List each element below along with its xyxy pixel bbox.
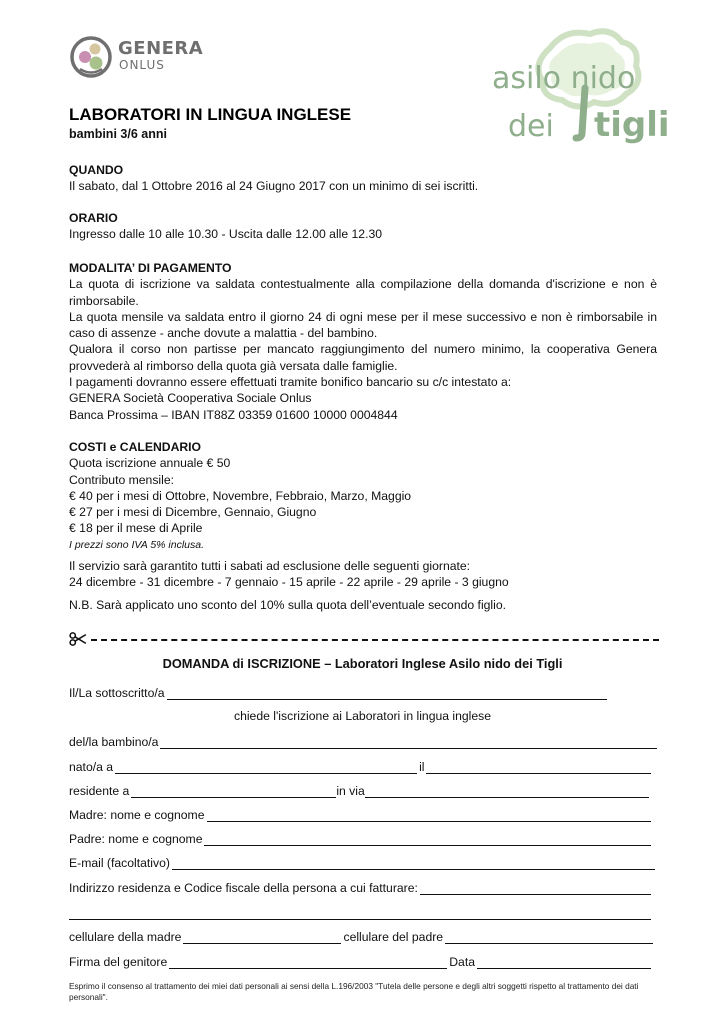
costi-line: Contributo mensile:: [69, 472, 174, 487]
label-email: E-mail (facoltativo): [69, 856, 170, 870]
quando-heading: QUANDO: [69, 163, 124, 177]
label-padre: Padre: nome e cognome: [69, 832, 203, 846]
pagamento-p3: Qualora il corso non partisse per mancato raggiungimento del numero minimo, la cooperativa Genera provvederà al rimborso della quota già versata dalle famiglie.: [69, 342, 657, 373]
date-escluse: 24 dicembre - 31 dicembre - 7 gennaio - 15 aprile - 22 aprile - 29 aprile - 3 giugno: [69, 575, 509, 590]
section-quando: [69, 162, 657, 195]
asilo-line1: asilo nido: [492, 61, 636, 96]
label-sottoscritto: Il/La sottoscritto/a: [69, 686, 165, 700]
genera-subname: ONLUS: [119, 58, 165, 72]
section-pagamento: [69, 260, 657, 423]
servizio-text: Il servizio sarà garantito tutti i sabati ad esclusione delle seguenti giornate:: [69, 559, 471, 574]
row-residente: [69, 782, 649, 798]
pagamento-p5: GENERA Società Cooperativa Sociale Onlus: [69, 391, 312, 406]
row-madre: [69, 806, 651, 822]
costi-line: Quota iscrizione annuale € 50: [69, 456, 231, 471]
padre-field[interactable]: [204, 834, 651, 846]
cut-line: [69, 630, 659, 648]
genera-name: GENERA: [118, 38, 204, 59]
luogo-nascita-field[interactable]: [115, 762, 417, 774]
costi-heading: COSTI e CALENDARIO: [69, 440, 202, 454]
row-cellulari: [69, 928, 653, 944]
scissors-icon: [69, 632, 87, 646]
chiede-text: chiede l'iscrizione ai Laboratori in lingua inglese: [233, 709, 492, 723]
data-nascita-field[interactable]: [426, 762, 651, 774]
row-nato: [69, 758, 651, 774]
section-costi: [69, 439, 657, 613]
page-subtitle: bambini 3/6 anni: [69, 127, 167, 141]
page-title: LABORATORI IN LINGUA INGLESE: [69, 105, 352, 124]
quando-text: Il sabato, dal 1 Ottobre 2016 al 24 Giugno 2017 con un minimo di sei iscritti.: [69, 179, 479, 194]
cell-madre-field[interactable]: [183, 932, 341, 944]
orario-text: Ingresso dalle 10 alle 10.30 - Uscita dalle 12.00 alle 12.30: [69, 227, 383, 242]
pagamento-heading: MODALITA’ DI PAGAMENTO: [69, 261, 232, 275]
sottoscritto-field[interactable]: [167, 688, 607, 700]
indirizzo-cf-field-2[interactable]: [69, 908, 651, 920]
data-field[interactable]: [477, 957, 651, 969]
row-indirizzo-continued: [69, 904, 651, 920]
dashed-separator: [91, 639, 659, 641]
label-il: il: [419, 760, 425, 774]
pagamento-p4: I pagamenti dovranno essere effettuati tramite bonifico bancario su c/c intestato a:: [69, 375, 512, 390]
row-sottoscritto: [69, 684, 607, 700]
email-field[interactable]: [172, 858, 655, 870]
row-firma: [69, 953, 651, 969]
label-cell-madre: cellulare della madre: [69, 930, 182, 944]
asilo-line2-b: tigli: [594, 105, 670, 145]
pagamento-iban: Banca Prossima – IBAN IT88Z 03359 01600 10000 0004844: [69, 407, 398, 422]
costi-line: € 27 per i mesi di Dicembre, Gennaio, Giugno: [69, 505, 317, 520]
asilo-nido-logo: [490, 28, 670, 153]
comune-residenza-field[interactable]: [131, 786, 336, 798]
row-padre: [69, 830, 651, 846]
label-data: Data: [449, 955, 475, 969]
label-via: in via: [336, 784, 365, 798]
genera-logo: [70, 36, 210, 80]
row-indirizzo: [69, 879, 651, 895]
label-cell-padre: cellulare del padre: [343, 930, 444, 944]
label-indirizzo: Indirizzo residenza e Codice fiscale della persona a cui fatturare:: [69, 881, 418, 895]
costi-line: € 40 per i mesi di Ottobre, Novembre, Febbraio, Marzo, Maggio: [69, 488, 412, 503]
firma-field[interactable]: [169, 957, 447, 969]
label-firma: Firma del genitore: [69, 955, 168, 969]
madre-field[interactable]: [207, 810, 652, 822]
label-bambino: del/la bambino/a: [69, 735, 159, 749]
genera-mark-icon: [70, 36, 112, 78]
indirizzo-cf-field[interactable]: [420, 883, 651, 895]
bambino-field[interactable]: [160, 737, 657, 749]
label-residente: residente a: [69, 784, 130, 798]
row-bambino: [69, 733, 657, 749]
orario-heading: ORARIO: [69, 211, 118, 225]
pagamento-p1: La quota di iscrizione va saldata contestualmente alla compilazione della domanda d'iscrizione e non è rimborsabile.: [69, 277, 657, 308]
cell-padre-field[interactable]: [445, 932, 653, 944]
privacy-consent: Esprimo il consenso al trattamento dei miei dati personali ai sensi della L.196/2003 "Tutela delle persone e degli altri soggetti rispetto al trattamento dei dati personali".: [69, 981, 639, 1002]
form-title: DOMANDA di ISCRIZIONE – Laboratori Inglese Asilo nido dei Tigli: [162, 656, 563, 671]
label-madre: Madre: nome e cognome: [69, 808, 205, 822]
sconto-note: N.B. Sarà applicato uno sconto del 10% sulla quota dell’eventuale secondo figlio.: [69, 597, 507, 612]
row-email: [69, 854, 655, 870]
label-nato: nato/a a: [69, 760, 114, 774]
costi-line: € 18 per il mese di Aprile: [69, 521, 203, 536]
pagamento-p2: La quota mensile va saldata entro il giorno 24 di ogni mese per il mese successivo e non è rimborsabile in caso di assenze - anche dovute a malattia - del bambino.: [69, 309, 657, 341]
iva-note: I prezzi sono IVA 5% inclusa.: [69, 538, 205, 551]
section-orario: [69, 210, 657, 243]
asilo-line2-a: dei: [508, 109, 554, 144]
via-field[interactable]: [365, 786, 649, 798]
